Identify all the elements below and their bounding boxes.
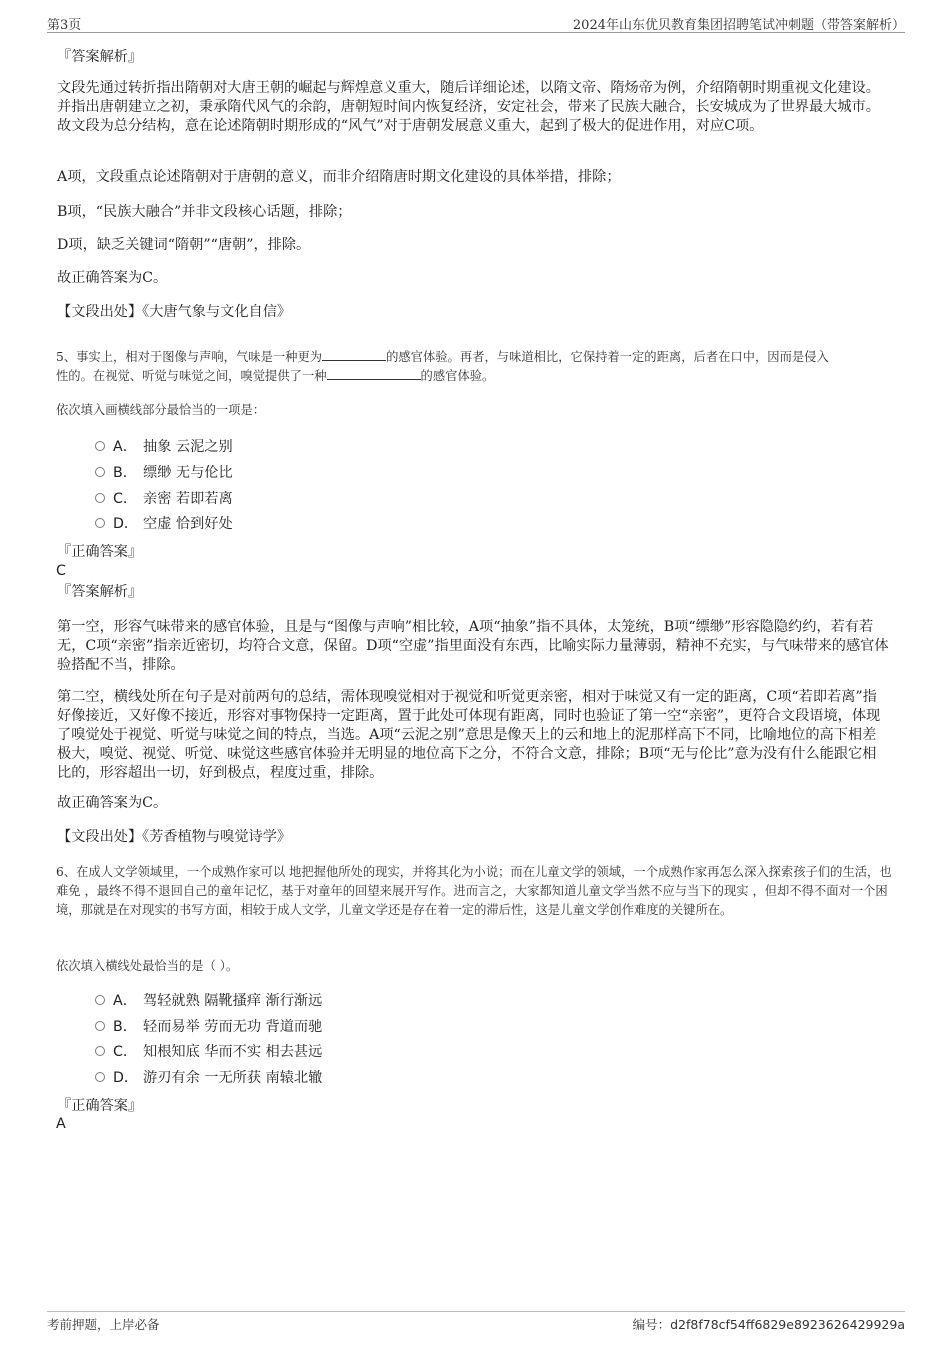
document-title: 2024年山东优贝教育集团招聘笔试冲刺题（带答案解析） [572, 18, 905, 33]
option-c[interactable]: C． 知根知底 华而不实 相去甚远 [95, 1042, 322, 1062]
question-5-stem: 5、事实上，相对于图像与声响，气味是一种更为 的感官体验。再者，与味道相比，它保持着一定的距离，后者在口中，因而是侵入 性的。在视觉、听觉与味觉之间，嗅觉提供了一种 的感官体验。 [56, 350, 829, 383]
source-citation: 【文段出处】《大唐气象与文化自信》 [57, 304, 292, 320]
question-prompt: 依次填入画横线部分最恰当的一项是： [56, 403, 266, 417]
analysis-label: 『答案解析』 [57, 584, 143, 600]
footer-slogan: 考前押题，上岸必备 [47, 1317, 160, 1332]
analysis-paragraph: 第一空，形容气味带来的感官体验，且是与“图像与声响”相比较，A项“抽象”指不具体，太笼统，B项“缥缈”形容隐隐约约，若有若无，C项“亲密”指亲近密切，均符合文意，保留。D项“空虚”指里面没有东西，比喻实际力量薄弱，精神不充实，与气味带来的感官体验搭配不当，排除。 [57, 619, 889, 673]
blank-2 [327, 367, 421, 380]
page-footer [47, 1311, 905, 1332]
answer-label: 『正确答案』 [57, 1098, 143, 1114]
option-b[interactable]: B． 轻而易举 劳而无功 背道而驰 [95, 1017, 322, 1037]
analysis-paragraph: 第二空，横线处所在句子是对前两句的总结，需体现嗅觉相对于视觉和听觉更亲密，相对于味觉又有一定的距离，C项“若即若离”指好像接近，又好像不接近，形容对事物保持一定距离，置于此处可体现有距离，同时也验证了第一空“亲密”，更符合文段语境，体现了嗅觉处于视觉、听觉与味觉之间的特点，当选。A项“云泥之别”意思是像天上的云和地上的泥那样高下不同，比喻地位的高下相差极大，嗅觉、视觉、听觉、味觉这些感官体验并无明显的地位高下之分，不符合文意，排除；B项“无与伦比”意为没有什么能跟它相比的，形容超出一切，好到极点，程度过重，排除。 [57, 689, 881, 781]
conclusion: 故正确答案为C。 [57, 270, 168, 286]
radio-icon[interactable] [95, 1046, 105, 1056]
option-a[interactable]: A． 抽象 云泥之别 [95, 437, 233, 457]
option-b[interactable]: B． 缥缈 无与伦比 [95, 463, 233, 483]
option-d[interactable]: D． 游刃有余 一无所获 南辕北辙 [95, 1068, 322, 1088]
analysis-option-a: A项，文段重点论述隋朝对于唐朝的意义，而非介绍隋唐时期文化建设的具体举措，排除； [57, 169, 621, 185]
option-d[interactable]: D． 空虚 恰到好处 [95, 514, 233, 534]
analysis-label: 『答案解析』 [57, 49, 143, 65]
radio-icon[interactable] [95, 995, 105, 1005]
question-6-stem: 6、在成人文学领域里，一个成熟作家可以 地把握他所处的现实，并将其化为小说；而在儿童文学的领域，一个成熟作家再怎么深入探索孩子们的生活，也难免 ，最终不得不退回自己的童年记忆，基于对童年的回望来展开写作。进而言之，大家都知道儿童文学当然不应与当下的现实 ，但却不得不面对一个困境，那就是在对现实的书写方面，相较于成人文学，儿童文学还是存在着一定的滞后性，这是儿童文学创作难度的关键所在。 [56, 865, 892, 917]
analysis-option-d: D项，缺乏关键词“隋朝”“唐朝”，排除。 [57, 237, 311, 253]
blank-1 [322, 348, 386, 361]
answer-label: 『正确答案』 [57, 544, 143, 560]
question-prompt: 依次填入横线处最恰当的是（ ）。 [56, 959, 239, 973]
document-id: 编号：d2f8f78cf54ff6829e8923626429929a [632, 1317, 905, 1332]
radio-icon[interactable] [95, 1021, 105, 1031]
option-c[interactable]: C． 亲密 若即若离 [95, 489, 233, 509]
correct-answer: C [56, 563, 66, 579]
radio-icon[interactable] [95, 467, 105, 477]
radio-icon[interactable] [95, 493, 105, 503]
radio-icon[interactable] [95, 1072, 105, 1082]
option-a[interactable]: A． 驾轻就熟 隔靴搔痒 渐行渐远 [95, 991, 322, 1011]
page-header [47, 12, 905, 33]
analysis-paragraph: 文段先通过转折指出隋朝对大唐王朝的崛起与辉煌意义重大，随后详细论述，以隋文帝、隋炀帝为例，介绍隋朝时期重视文化建设。并指出唐朝建立之初，秉承隋代风气的余韵，唐朝短时间内恢复经济，安定社会，带来了民族大融合，长安城成为了世界最大城市。故文段为总分结构，意在论述隋朝时期形成的“风气”对于唐朝发展意义重大，起到了极大的促进作用，对应C项。 [57, 80, 880, 134]
analysis-option-b: B项，“民族大融合”并非文段核心话题，排除； [57, 204, 352, 220]
correct-answer: A [56, 1116, 66, 1132]
page-number: 第3页 [47, 18, 82, 33]
radio-icon[interactable] [95, 518, 105, 528]
conclusion: 故正确答案为C。 [57, 795, 168, 811]
source-citation: 【文段出处】《芳香植物与嗅觉诗学》 [57, 829, 292, 845]
radio-icon[interactable] [95, 441, 105, 451]
